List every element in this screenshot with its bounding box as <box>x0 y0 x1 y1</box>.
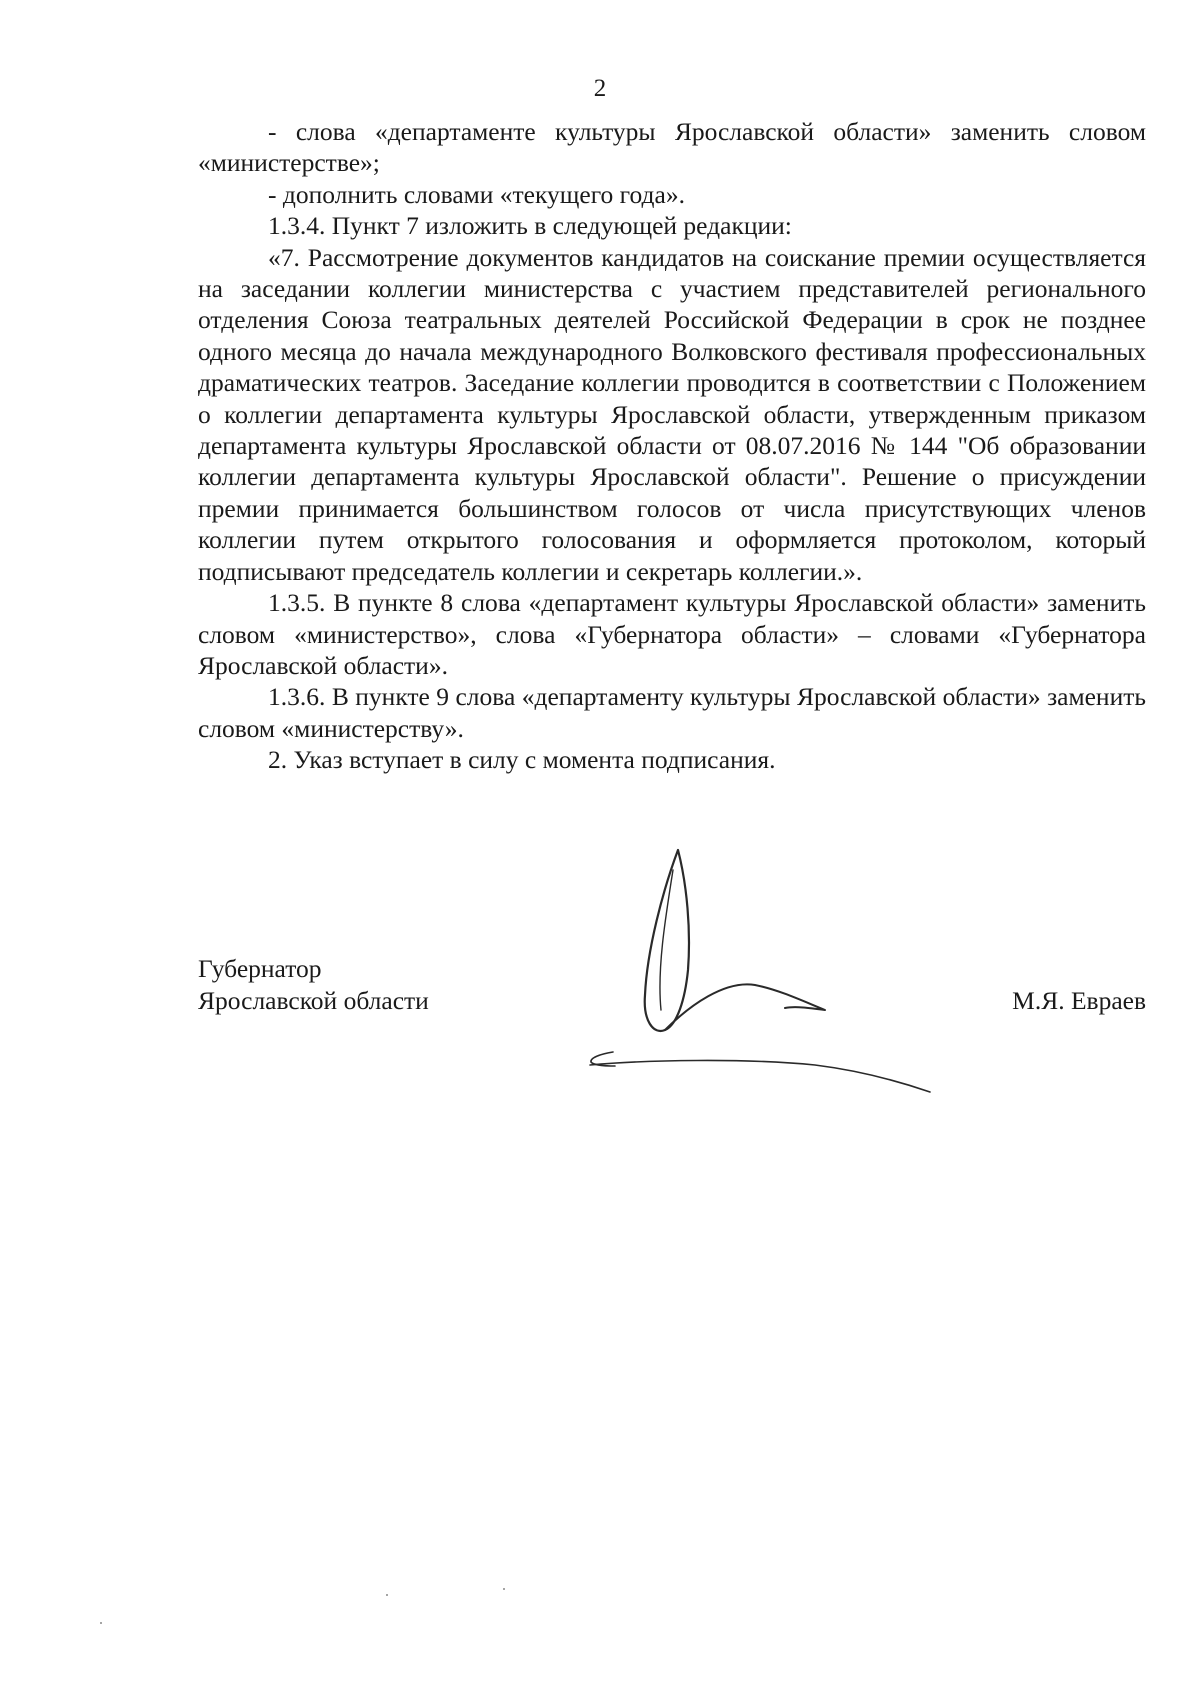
signatory-name: М.Я. Евраев <box>1012 986 1146 1015</box>
signature-tail-stroke <box>665 984 825 1030</box>
paragraph-1-3-4: 1.3.4. Пункт 7 изложить в следующей редакции: <box>268 211 792 241</box>
signature-inner-stroke <box>660 870 673 1010</box>
scan-artifact-dot <box>386 1594 388 1596</box>
paragraph-item-7-text: «7. Рассмотрение документов кандидатов на соискание премии осуществляется на заседании коллегии министерства с участием представителей регионального отделения Союза театральных деятелей Российской Федерации в срок не позднее одного месяца до начала международного Волковского фестиваля профессиональных драматических театров. Заседание коллегии проводится в соответствии с Положением о коллегии департамента культуры Ярославской области, утвержденным приказом департамента культуры Ярославской области от 08.07.2016 № 144 "Об образовании коллегии департамента культуры Ярославской области". Решение о присуждении премии принимается большинством голосов от числа присутствующих членов коллегии путем открытого голосования и оформляется протоколом, который подписывают председатель коллегии и секретарь коллегии.». <box>198 242 1146 586</box>
signatory-title <box>198 953 429 1017</box>
paragraph-1-3-6: 1.3.6. В пункте 9 слова «департаменту культуры Ярославской области» заменить словом «министерству». <box>198 682 1146 743</box>
signatory-title-line1: Губернатор <box>198 954 322 983</box>
document-body <box>198 116 1146 776</box>
signature-loop-stroke <box>645 850 689 1031</box>
signatory-title-line2: Ярославской области <box>198 986 429 1015</box>
paragraph-2-effective: 2. Указ вступает в силу с момента подписания. <box>268 745 776 775</box>
paragraph-replace-words: - слова «департаменте культуры Ярославской области» заменить словом «министерстве»; <box>198 117 1146 178</box>
page-number: 2 <box>593 75 607 102</box>
paragraph-add-words: - дополнить словами «текущего года». <box>268 179 685 209</box>
scan-artifact-dot <box>100 1622 102 1624</box>
signature-underline-stroke <box>590 1060 930 1092</box>
handwritten-signature <box>585 830 955 1110</box>
paragraph-1-3-5: 1.3.5. В пункте 8 слова «департамент культуры Ярославской области» заменить словом «министерство», слова «Губернатора области» – словами «Губернатора Ярославской области». <box>198 588 1146 680</box>
scan-artifact-dot <box>503 1588 505 1590</box>
